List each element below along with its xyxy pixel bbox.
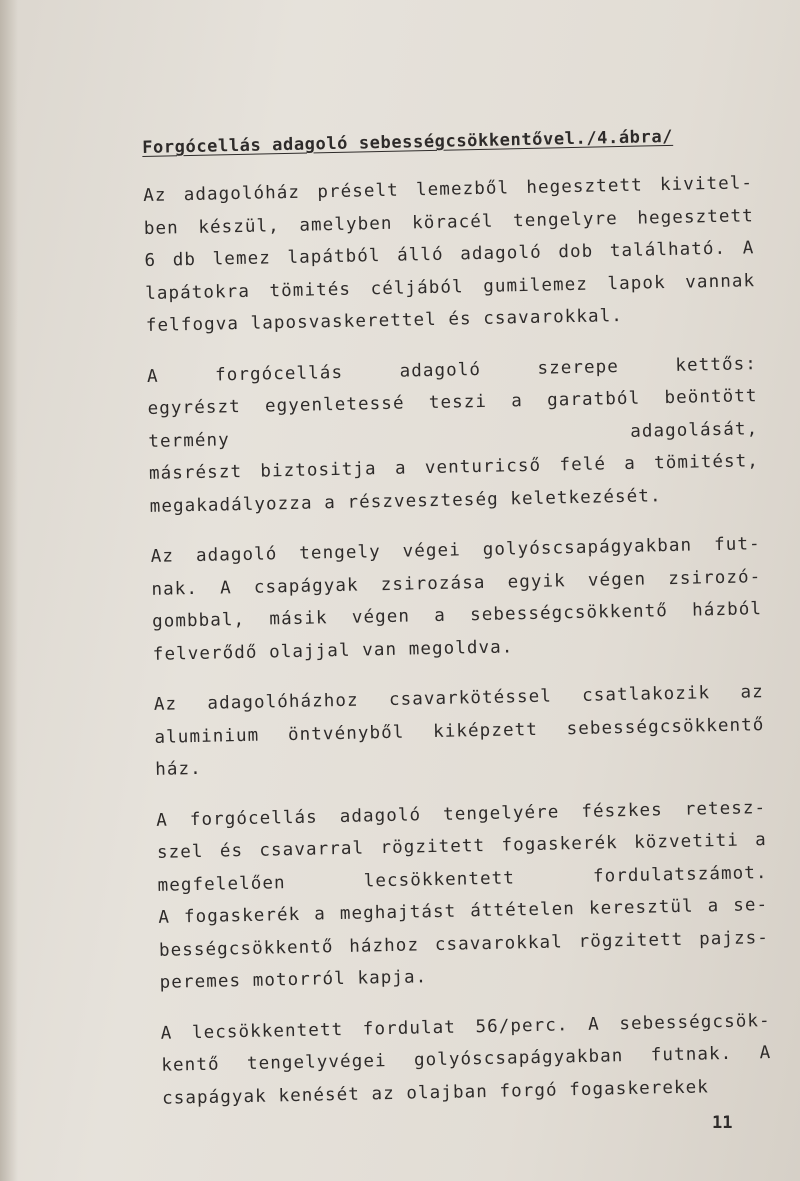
page-content <box>142 125 773 1133</box>
text-line: aluminium öntvényből kiképzett sebességcsökkentő <box>154 714 765 748</box>
text-line: A lecsökkentett fordulat 56/perc. A sebességcsök- <box>160 1010 771 1044</box>
text-line: megakadályozza a részveszteség keletkezését. <box>149 485 662 517</box>
text-line: 6 db lemez lapátból álló adagoló dob található. A <box>144 238 755 271</box>
text-line: peremes motorról kapja. <box>159 967 428 993</box>
paragraph <box>160 1005 772 1115</box>
text-line: gombbal, másik végen a sebességcsökkentő házból <box>151 599 763 632</box>
paragraph <box>147 348 760 523</box>
text-line: Az adagolóház préselt lemezből hegesztett kivitel- <box>143 173 754 206</box>
text-line: Az adagolóházhoz csavarkötéssel csatlakozik az <box>153 682 764 715</box>
text-line: megfelelően lecsökkentett fordulatszámot. <box>157 862 768 896</box>
text-line: Az adagoló tengely végei golyóscsapágyakban fut- <box>150 534 761 567</box>
paragraphs <box>143 167 772 1115</box>
text-line: lapátokra tömités céljából gumilemez lapok vannak <box>145 270 756 304</box>
text-line: nak. A csapágyak zsirozása egyik végen zsirozó- <box>151 566 762 600</box>
text-line: felfogva laposvaskerettel és csavarokkal. <box>145 305 624 336</box>
text-line: felverődő olajjal van megoldva. <box>152 636 514 665</box>
paragraph <box>143 167 756 342</box>
text-line: kentő tengelyvégei golyóscsapágyakban futnak. A <box>161 1043 772 1076</box>
paragraph <box>156 792 770 1000</box>
section-title: Forgócellás adagoló sebességcsökkentővel./4.ábra/ <box>142 126 674 158</box>
text-line: bességcsökkentő házhoz csavarokkal rögzitett pajzs- <box>158 927 770 961</box>
text-line: A forgócellás adagoló tengelyére fészkes retesz- <box>156 797 767 831</box>
text-line: termény adagolását, <box>148 418 759 452</box>
text-line: ház. <box>155 758 202 780</box>
page-number: 11 <box>712 1113 733 1133</box>
text-line: csapágyak kenését az olajban forgó fogaskerekek <box>161 1076 710 1109</box>
text-line: A forgócellás adagoló szerepe kettős: <box>146 353 758 387</box>
text-line: szel és csavarral rögzitett fogaskerék közvetiti a <box>156 830 768 863</box>
text-line: A fogaskerék a meghajtást áttételen keresztül a se- <box>158 895 769 928</box>
paragraph <box>150 528 763 671</box>
text-line: másrészt biztositja a venturicső felé a tömitést, <box>148 451 760 484</box>
paragraph <box>154 676 766 786</box>
text-line: ben készül, amelyben köracél tengelyre hegesztett <box>143 205 754 239</box>
text-line: egyrészt egyenletessé teszi a garatból beöntött <box>147 386 758 419</box>
